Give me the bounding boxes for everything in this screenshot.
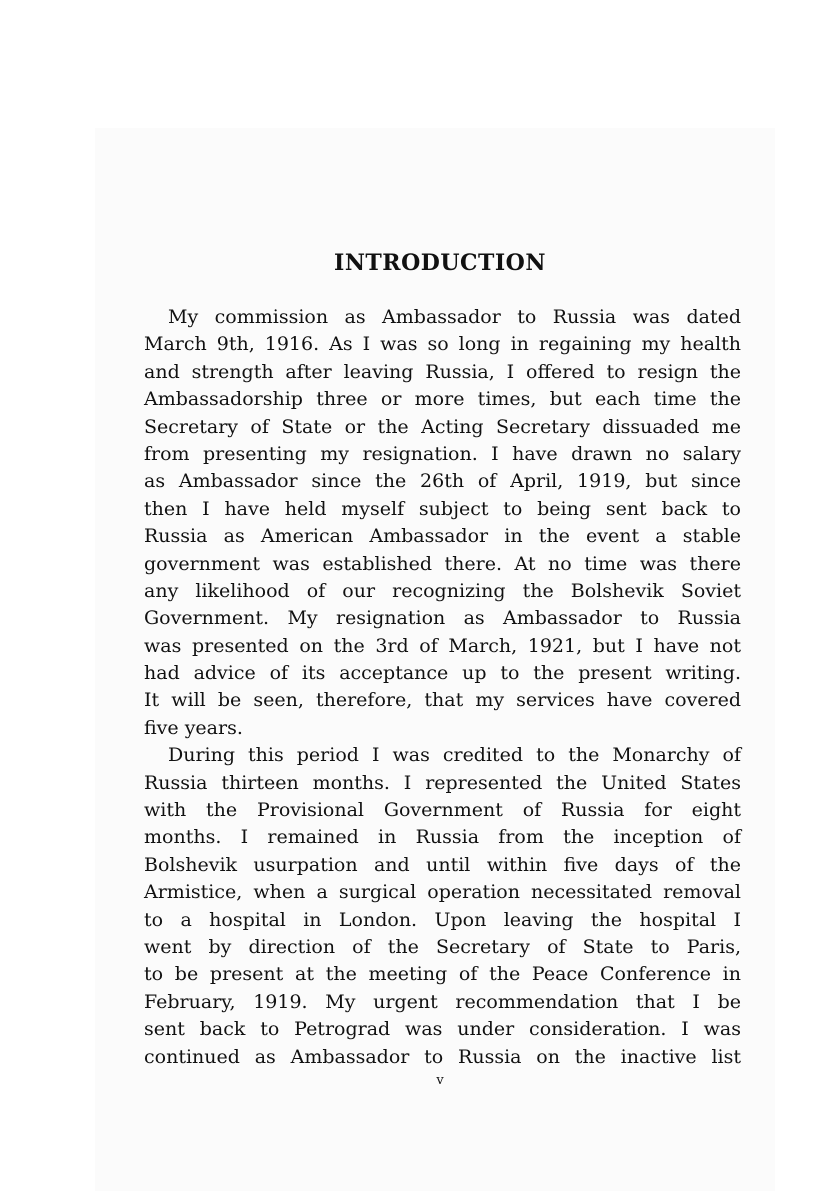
- text-line: February, 1919. My urgent recommendation that I be: [144, 990, 741, 1013]
- text-line: with the Provisional Government of Russia for eight: [144, 799, 741, 822]
- text-line: Armistice, when a surgical operation necessitated removal: [144, 881, 741, 904]
- text-line: government was established there. At no time was there: [144, 552, 741, 575]
- text-line: to a hospital in London. Upon leaving the hospital I: [144, 908, 741, 931]
- page-title: INTRODUCTION: [334, 250, 546, 276]
- text-line: went by direction of the Secretary of State to Paris,: [144, 935, 741, 958]
- text-line: Bolshevik usurpation and until within five days of the: [144, 853, 741, 876]
- text-line: During this period I was credited to the Monarchy of: [168, 744, 741, 767]
- text-line: from presenting my resignation. I have drawn no salary: [144, 442, 741, 465]
- text-line: then I have held myself subject to being sent back to: [144, 497, 741, 520]
- text-line: had advice of its acceptance up to the present writing.: [144, 662, 741, 685]
- text-line: Government. My resignation as Ambassador to Russia: [144, 607, 741, 630]
- text-line: Secretary of State or the Acting Secretary dissuaded me: [144, 415, 741, 438]
- text-line: to be present at the meeting of the Peace Conference in: [144, 963, 741, 986]
- text-line: My commission as Ambassador to Russia was dated: [168, 306, 741, 328]
- text-line: months. I remained in Russia from the inception of: [144, 826, 741, 849]
- body-text: [144, 304, 741, 1071]
- page-number: v: [436, 1073, 444, 1088]
- text-line: March 9th, 1916. As I was so long in regaining my health: [144, 333, 741, 356]
- text-line: as Ambassador since the 26th of April, 1919, but since: [144, 470, 741, 493]
- text-line: Ambassadorship three or more times, but each time the: [144, 388, 741, 411]
- text-line: sent back to Petrograd was under consideration. I was: [144, 1018, 741, 1041]
- text-line: was presented on the 3rd of March, 1921, but I have not: [144, 634, 741, 657]
- text-line: five years.: [144, 716, 243, 739]
- text-line: continued as Ambassador to Russia on the inactive list: [144, 1045, 741, 1068]
- text-line: and strength after leaving Russia, I offered to resign the: [144, 360, 741, 383]
- text-line: any likelihood of our recognizing the Bolshevik Soviet: [144, 579, 741, 602]
- text-line: Russia as American Ambassador in the event a stable: [144, 525, 741, 548]
- text-line: It will be seen, therefore, that my services have covered: [144, 689, 741, 712]
- text-line: Russia thirteen months. I represented the United States: [144, 771, 741, 794]
